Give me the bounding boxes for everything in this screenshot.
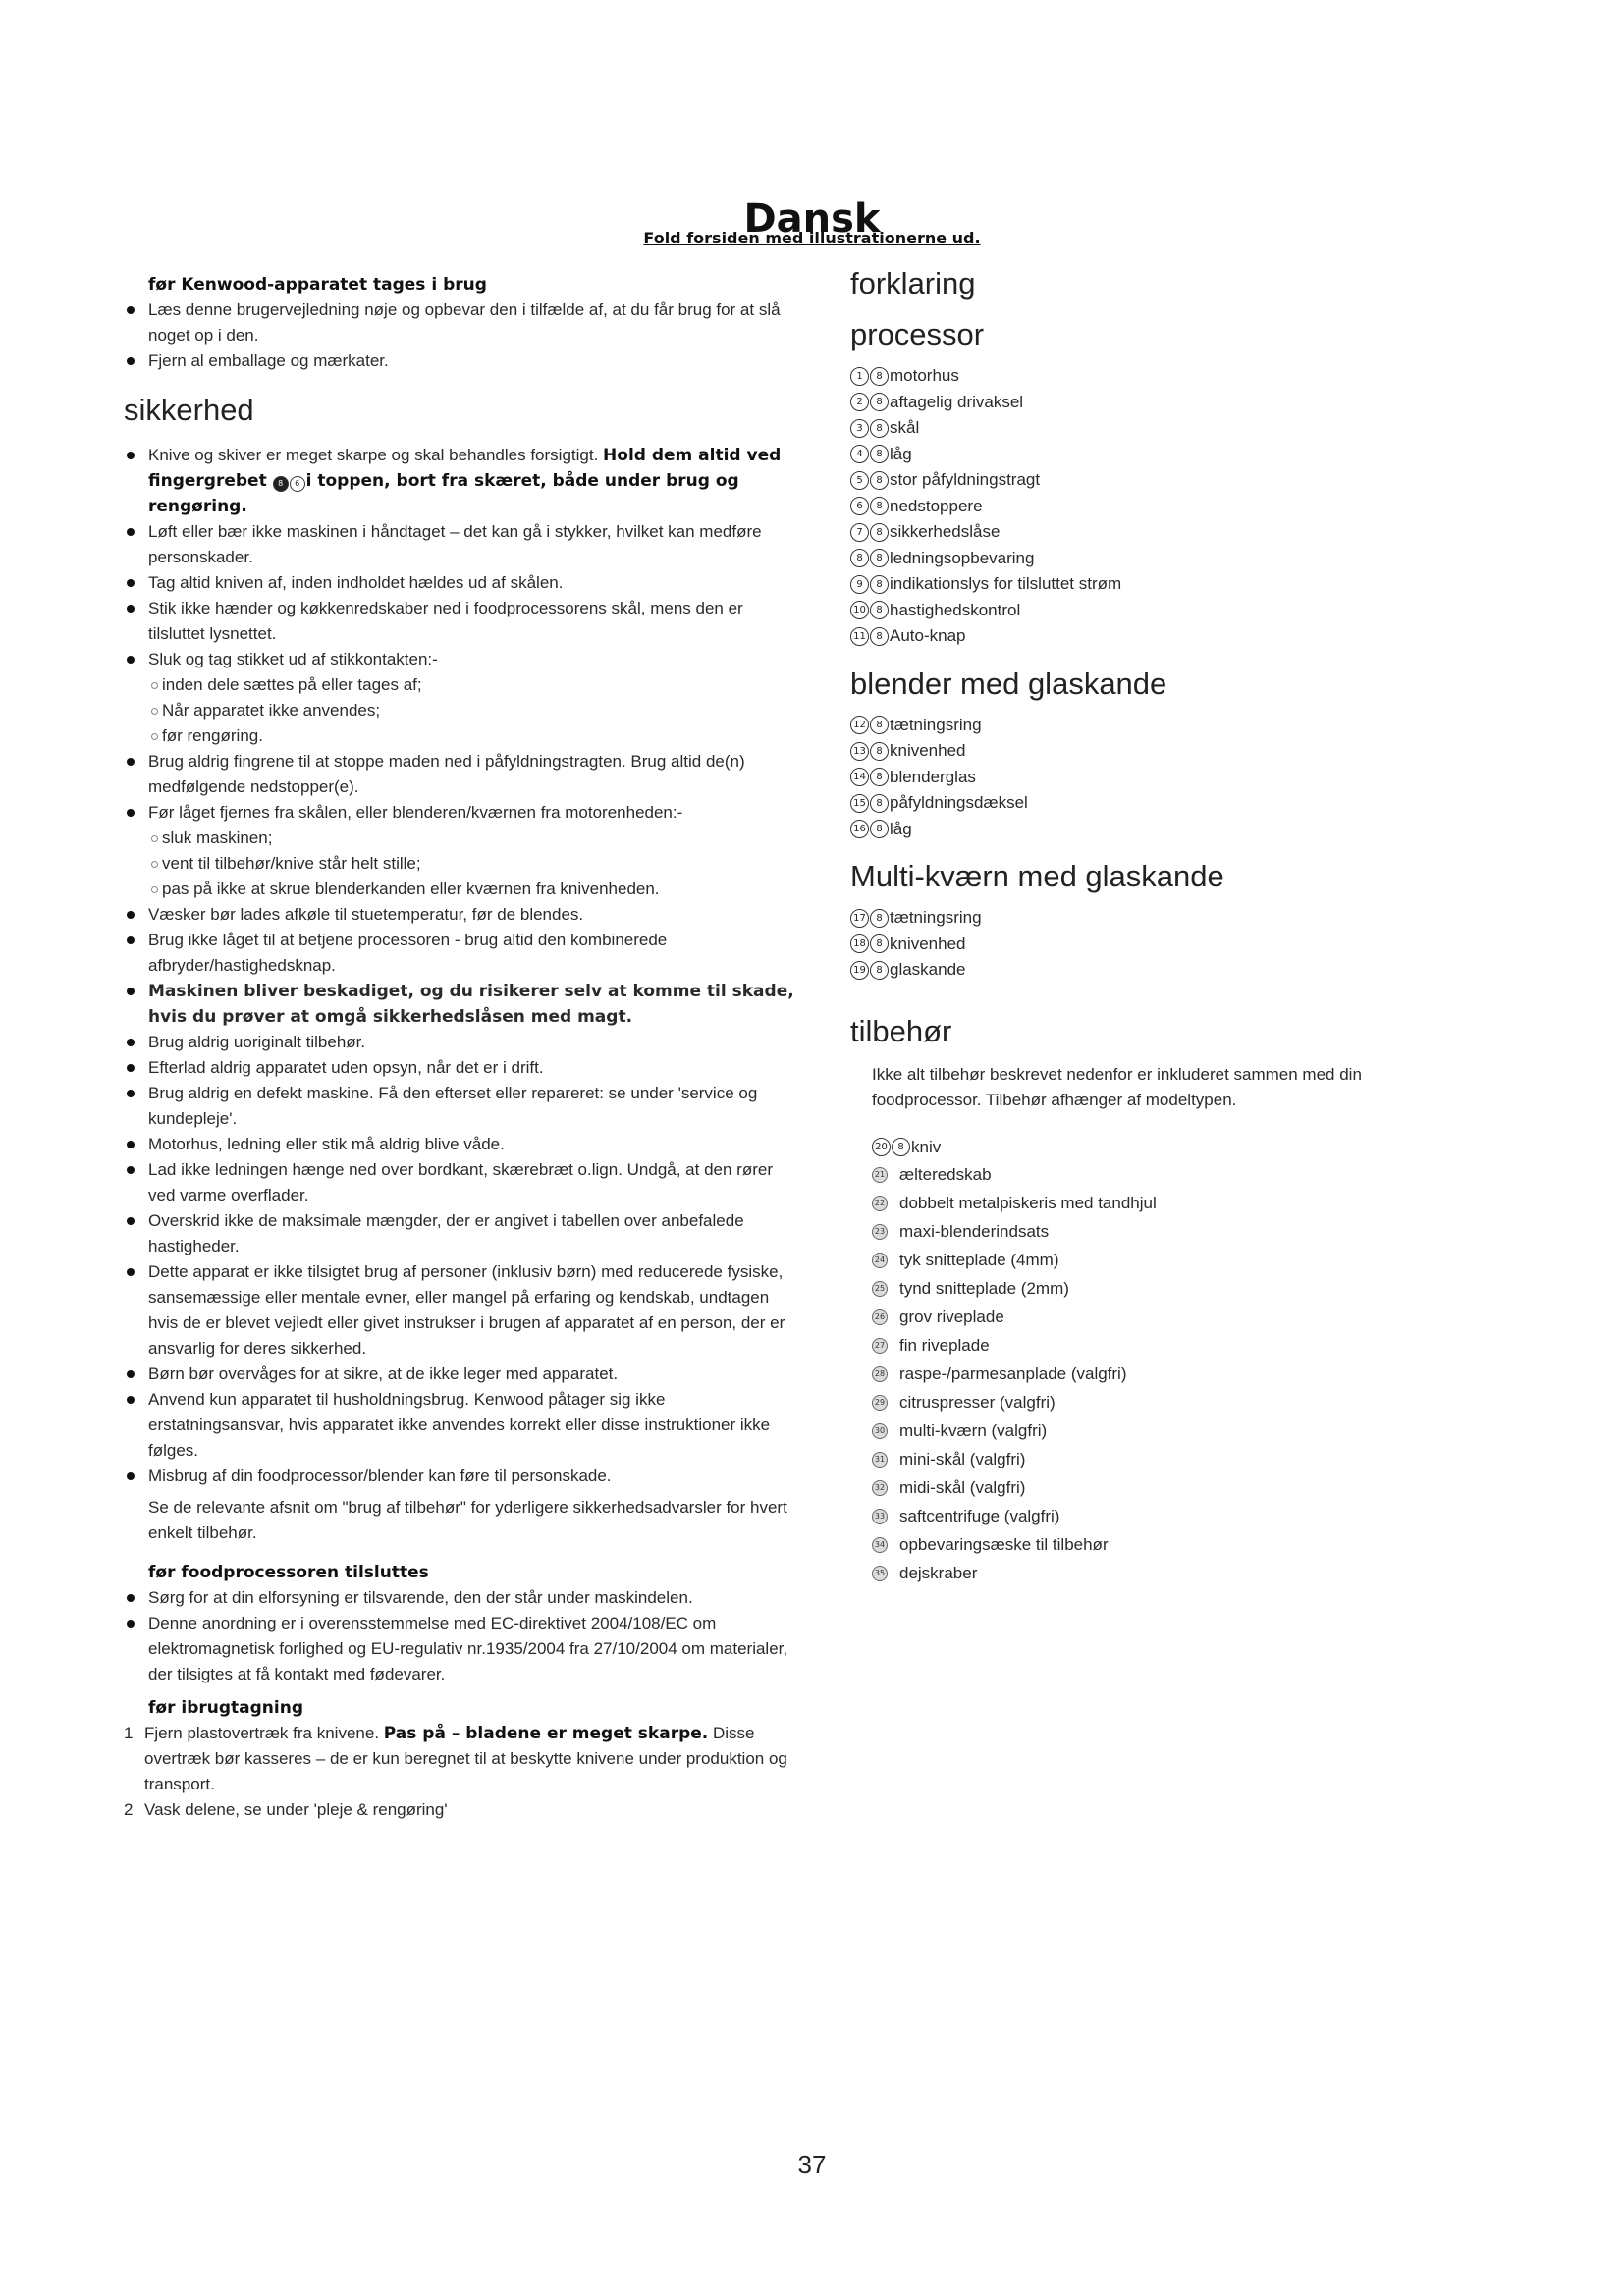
safety-list	[124, 443, 801, 1489]
list-item: Stik ikke hænder og køkkenredskaber ned i foodprocessorens skål, mens den er tilsluttet lysnettet.	[124, 596, 801, 647]
marker-8-icon: 8	[870, 716, 889, 734]
number-badge-icon: 15	[850, 794, 869, 813]
number-badge-icon: 24	[872, 1253, 888, 1268]
accessory-item: 33 saftcentrifuge (valgfri)	[864, 1502, 1439, 1530]
number-badge-icon: 1	[850, 367, 869, 386]
marker-8-icon: 8	[870, 742, 889, 761]
before-use-heading: før Kenwood-apparatet tages i brug	[148, 275, 487, 294]
number-badge-icon: 12	[850, 716, 869, 734]
list-item: Fjern al emballage og mærkater.	[124, 348, 801, 374]
sub-item: sluk maskinen;	[148, 826, 801, 851]
number-badge-icon: 6	[850, 497, 869, 515]
list-item: Før låget fjernes fra skålen, eller blenderen/kværnen fra motorenheden:- sluk maskinen; vent til tilbehør/knive står helt stille; pas på ikke at skrue blenderkanden eller kværnen fra knivenheden.	[124, 800, 801, 902]
part-item: 18 8 knivenhed	[850, 932, 1439, 958]
marker-8-icon: 8	[870, 768, 889, 786]
marker-8-icon: 8	[870, 445, 889, 463]
legend-heading: forklaring	[850, 266, 976, 300]
accessories-list	[850, 1160, 1439, 1587]
list-item: Maskinen bliver beskadiget, og du risikerer selv at komme til skade, hvis du prøver at omgå sikkerhedslåsen med magt.	[124, 979, 801, 1030]
marker-6-icon: 6	[290, 476, 305, 492]
list-item: Knive og skiver er meget skarpe og skal behandles forsigtigt. Hold dem altid ved fingergrebet 8 6 i toppen, bort fra skæret, både under brug og rengøring.	[124, 443, 801, 519]
number-badge-icon: 32	[872, 1480, 888, 1496]
list-item: Overskrid ikke de maksimale mængder, der er angivet i tabellen over anbefalede hastigheder.	[124, 1208, 801, 1259]
accessory-item: 29 citruspresser (valgfri)	[864, 1388, 1439, 1416]
part-item: 7 8 sikkerhedslåse	[850, 519, 1439, 546]
marker-8-icon: 8	[870, 367, 889, 386]
number-badge-icon: 18	[850, 934, 869, 953]
list-item: Brug aldrig en defekt maskine. Få den efterset eller repareret: se under 'service og kundepleje'.	[124, 1081, 801, 1132]
number-badge-icon: 33	[872, 1509, 888, 1524]
sub-item: pas på ikke at skrue blenderkanden eller kværnen fra knivenheden.	[148, 877, 801, 902]
marker-8-icon: 8	[892, 1138, 910, 1156]
number-badge-icon: 3	[850, 419, 869, 438]
list-item: Efterlad aldrig apparatet uden opsyn, når det er i drift.	[124, 1055, 801, 1081]
list-item: Sluk og tag stikket ud af stikkontakten:- inden dele sættes på eller tages af; Når apparatet ikke anvendes; før rengøring.	[124, 647, 801, 749]
part-item: 16 8 låg	[850, 817, 1439, 843]
marker-8-icon: 8	[870, 627, 889, 646]
number-badge-icon: 34	[872, 1537, 888, 1553]
sub-item: inden dele sættes på eller tages af;	[148, 672, 801, 698]
accessories-heading: tilbehør	[850, 1013, 952, 1048]
part-item: 5 8 stor påfyldningstragt	[850, 467, 1439, 494]
number-badge-icon: 8	[850, 549, 869, 567]
processor-parts-list	[850, 363, 1439, 650]
list-item: Læs denne brugervejledning nøje og opbevar den i tilfælde af, at du får brug for at slå noget op i den.	[124, 297, 801, 348]
blender-heading: blender med glaskande	[850, 666, 1167, 701]
left-column	[124, 272, 801, 1823]
number-badge-icon: 22	[872, 1196, 888, 1211]
number-badge-icon: 35	[872, 1566, 888, 1581]
list-item: Tag altid kniven af, inden indholdet hældes ud af skålen.	[124, 570, 801, 596]
right-column	[850, 265, 1439, 1587]
number-badge-icon: 31	[872, 1452, 888, 1468]
number-badge-icon: 14	[850, 768, 869, 786]
number-badge-icon: 11	[850, 627, 869, 646]
number-badge-icon: 23	[872, 1224, 888, 1240]
accessory-item: 32 midi-skål (valgfri)	[864, 1473, 1439, 1502]
number-badge-icon: 27	[872, 1338, 888, 1354]
number-badge-icon: 9	[850, 575, 869, 594]
marker-8-icon: 8	[273, 476, 289, 492]
accessory-item: 23 maxi-blenderindsats	[864, 1217, 1439, 1246]
marker-8-icon: 8	[870, 961, 889, 980]
mill-heading: Multi-kværn med glaskande	[850, 859, 1224, 893]
list-item: Denne anordning er i overensstemmelse med EC-direktivet 2004/108/EC om elektromagnetisk forlighed og EU-regulativ nr.1935/2004 fra 27/10/2004 om materialer, der tilsigtes at få kontakt med fødevarer.	[124, 1611, 801, 1687]
number-badge-icon: 25	[872, 1281, 888, 1297]
blender-parts-list	[850, 713, 1439, 843]
part-item: 11 8 Auto-knap	[850, 623, 1439, 650]
number-badge-icon: 5	[850, 471, 869, 490]
before-connect-list	[124, 1585, 801, 1687]
list-item: Væsker bør lades afkøle til stuetemperatur, før de blendes.	[124, 902, 801, 928]
page-number: 37	[797, 2150, 827, 2179]
marker-8-icon: 8	[870, 393, 889, 411]
marker-8-icon: 8	[870, 575, 889, 594]
number-badge-icon: 10	[850, 601, 869, 619]
accessory-item: 24 tyk snitteplade (4mm)	[864, 1246, 1439, 1274]
marker-8-icon: 8	[870, 497, 889, 515]
accessory-item: 22 dobbelt metalpiskeris med tandhjul	[864, 1189, 1439, 1217]
part-item: 19 8 glaskande	[850, 957, 1439, 984]
accessory-item: 30 multi-kværn (valgfri)	[864, 1416, 1439, 1445]
part-item: 1 8 motorhus	[850, 363, 1439, 390]
first-use-steps	[124, 1721, 801, 1823]
marker-8-icon: 8	[870, 419, 889, 438]
marker-8-icon: 8	[870, 934, 889, 953]
list-item: Sørg for at din elforsyning er tilsvarende, den der står under maskindelen.	[124, 1585, 801, 1611]
number-badge-icon: 16	[850, 820, 869, 838]
number-badge-icon: 17	[850, 909, 869, 928]
number-badge-icon: 28	[872, 1366, 888, 1382]
marker-8-icon: 8	[870, 471, 889, 490]
accessory-item: 34 opbevaringsæske til tilbehør	[864, 1530, 1439, 1559]
number-badge-icon: 21	[872, 1167, 888, 1183]
list-item: Misbrug af din foodprocessor/blender kan føre til personskade.	[124, 1464, 801, 1489]
first-use-heading: før ibrugtagning	[148, 1698, 303, 1718]
safety-heading: sikkerhed	[124, 393, 254, 427]
accessories-intro: Ikke alt tilbehør beskrevet nedenfor er inkluderet sammen med din foodprocessor. Tilbehør afhænger af modeltypen.	[872, 1064, 1362, 1109]
page-subtitle: Fold forsiden med illustrationerne ud.	[643, 229, 981, 247]
part-item: 14 8 blenderglas	[850, 765, 1439, 791]
accessory-item: 35 dejskraber	[864, 1559, 1439, 1587]
part-item: 8 8 ledningsopbevaring	[850, 546, 1439, 572]
list-item: Motorhus, ledning eller stik må aldrig blive våde.	[124, 1132, 801, 1157]
part-item: 12 8 tætningsring	[850, 713, 1439, 739]
marker-8-icon: 8	[870, 549, 889, 567]
number-badge-icon: 30	[872, 1423, 888, 1439]
part-item: 6 8 nedstoppere	[850, 494, 1439, 520]
list-item: Brug ikke låget til at betjene processoren - brug altid den kombinerede afbryder/hastighedsknap.	[124, 928, 801, 979]
part-item: 10 8 hastighedskontrol	[850, 598, 1439, 624]
number-badge-icon: 7	[850, 523, 869, 542]
sub-item: før rengøring.	[148, 723, 801, 749]
number-badge-icon: 4	[850, 445, 869, 463]
list-item: Løft eller bær ikke maskinen i håndtaget – det kan gå i stykker, hvilket kan medføre personskader.	[124, 519, 801, 570]
part-item: 15 8 påfyldningsdæksel	[850, 790, 1439, 817]
number-badge-icon: 19	[850, 961, 869, 980]
part-item: 17 8 tætningsring	[850, 905, 1439, 932]
accessory-item: 25 tynd snitteplade (2mm)	[864, 1274, 1439, 1303]
accessory-item: 28 raspe-/parmesanplade (valgfri)	[864, 1360, 1439, 1388]
marker-8-icon: 8	[870, 601, 889, 619]
accessory-item: 27 fin riveplade	[864, 1331, 1439, 1360]
accessory-first	[850, 1135, 1439, 1161]
marker-8-icon: 8	[870, 909, 889, 928]
part-item: 4 8 låg	[850, 442, 1439, 468]
number-badge-icon: 20	[872, 1138, 891, 1156]
step-item: 2 Vask delene, se under 'pleje & rengøring'	[124, 1800, 448, 1819]
before-connect-heading: før foodprocessoren tilsluttes	[148, 1563, 429, 1582]
processor-heading: processor	[850, 317, 985, 351]
part-item: 2 8 aftagelig drivaksel	[850, 390, 1439, 416]
accessory-item: 26 grov riveplade	[864, 1303, 1439, 1331]
page-title: Dansk	[743, 195, 881, 241]
safety-note: Se de relevante afsnit om "brug af tilbehør" for yderligere sikkerhedsadvarsler for hvert enkelt tilbehør.	[148, 1498, 787, 1542]
marker-8-icon: 8	[870, 794, 889, 813]
number-badge-icon: 13	[850, 742, 869, 761]
part-item: 9 8 indikationslys for tilsluttet strøm	[850, 571, 1439, 598]
sub-item: Når apparatet ikke anvendes;	[148, 698, 801, 723]
marker-8-icon: 8	[870, 820, 889, 838]
sub-item: vent til tilbehør/knive står helt stille;	[148, 851, 801, 877]
step-item: 1 Fjern plastovertræk fra knivene. Pas på – bladene er meget skarpe. Disse overtræk bør kasseres – de er kun beregnet til at beskytte knivene under produktion og transport.	[124, 1724, 787, 1793]
number-badge-icon: 26	[872, 1309, 888, 1325]
accessory-item: 21 ælteredskab	[864, 1160, 1439, 1189]
part-item: 3 8 skål	[850, 415, 1439, 442]
list-item: Brug aldrig fingrene til at stoppe maden ned i påfyldningstragten. Brug altid de(n) medfølgende nedstopper(e).	[124, 749, 801, 800]
list-item: Børn bør overvåges for at sikre, at de ikke leger med apparatet.	[124, 1362, 801, 1387]
number-badge-icon: 2	[850, 393, 869, 411]
list-item: Dette apparat er ikke tilsigtet brug af personer (inklusiv børn) med reducerede fysiske, sansemæssige eller mentale evner, eller mangel på erfaring og kendskab, undtagen hvis de er blevet vejledt eller givet instrukser i brugen af apparatet af en person, der er ansvarlig for deres sikkerhed.	[124, 1259, 801, 1362]
list-item: Lad ikke ledningen hænge ned over bordkant, skærebræt o.lign. Undgå, at den rører ved varme overflader.	[124, 1157, 801, 1208]
part-item: 13 8 knivenhed	[850, 738, 1439, 765]
list-item: Brug aldrig uoriginalt tilbehør.	[124, 1030, 801, 1055]
accessory-item: 20 8 kniv	[872, 1135, 1439, 1161]
accessory-item: 31 mini-skål (valgfri)	[864, 1445, 1439, 1473]
marker-8-icon: 8	[870, 523, 889, 542]
before-use-list	[124, 297, 801, 374]
number-badge-icon: 29	[872, 1395, 888, 1411]
list-item: Anvend kun apparatet til husholdningsbrug. Kenwood påtager sig ikke erstatningsansvar, hvis apparatet ikke anvendes korrekt eller disse instruktioner ikke følges.	[124, 1387, 801, 1464]
mill-parts-list	[850, 905, 1439, 984]
